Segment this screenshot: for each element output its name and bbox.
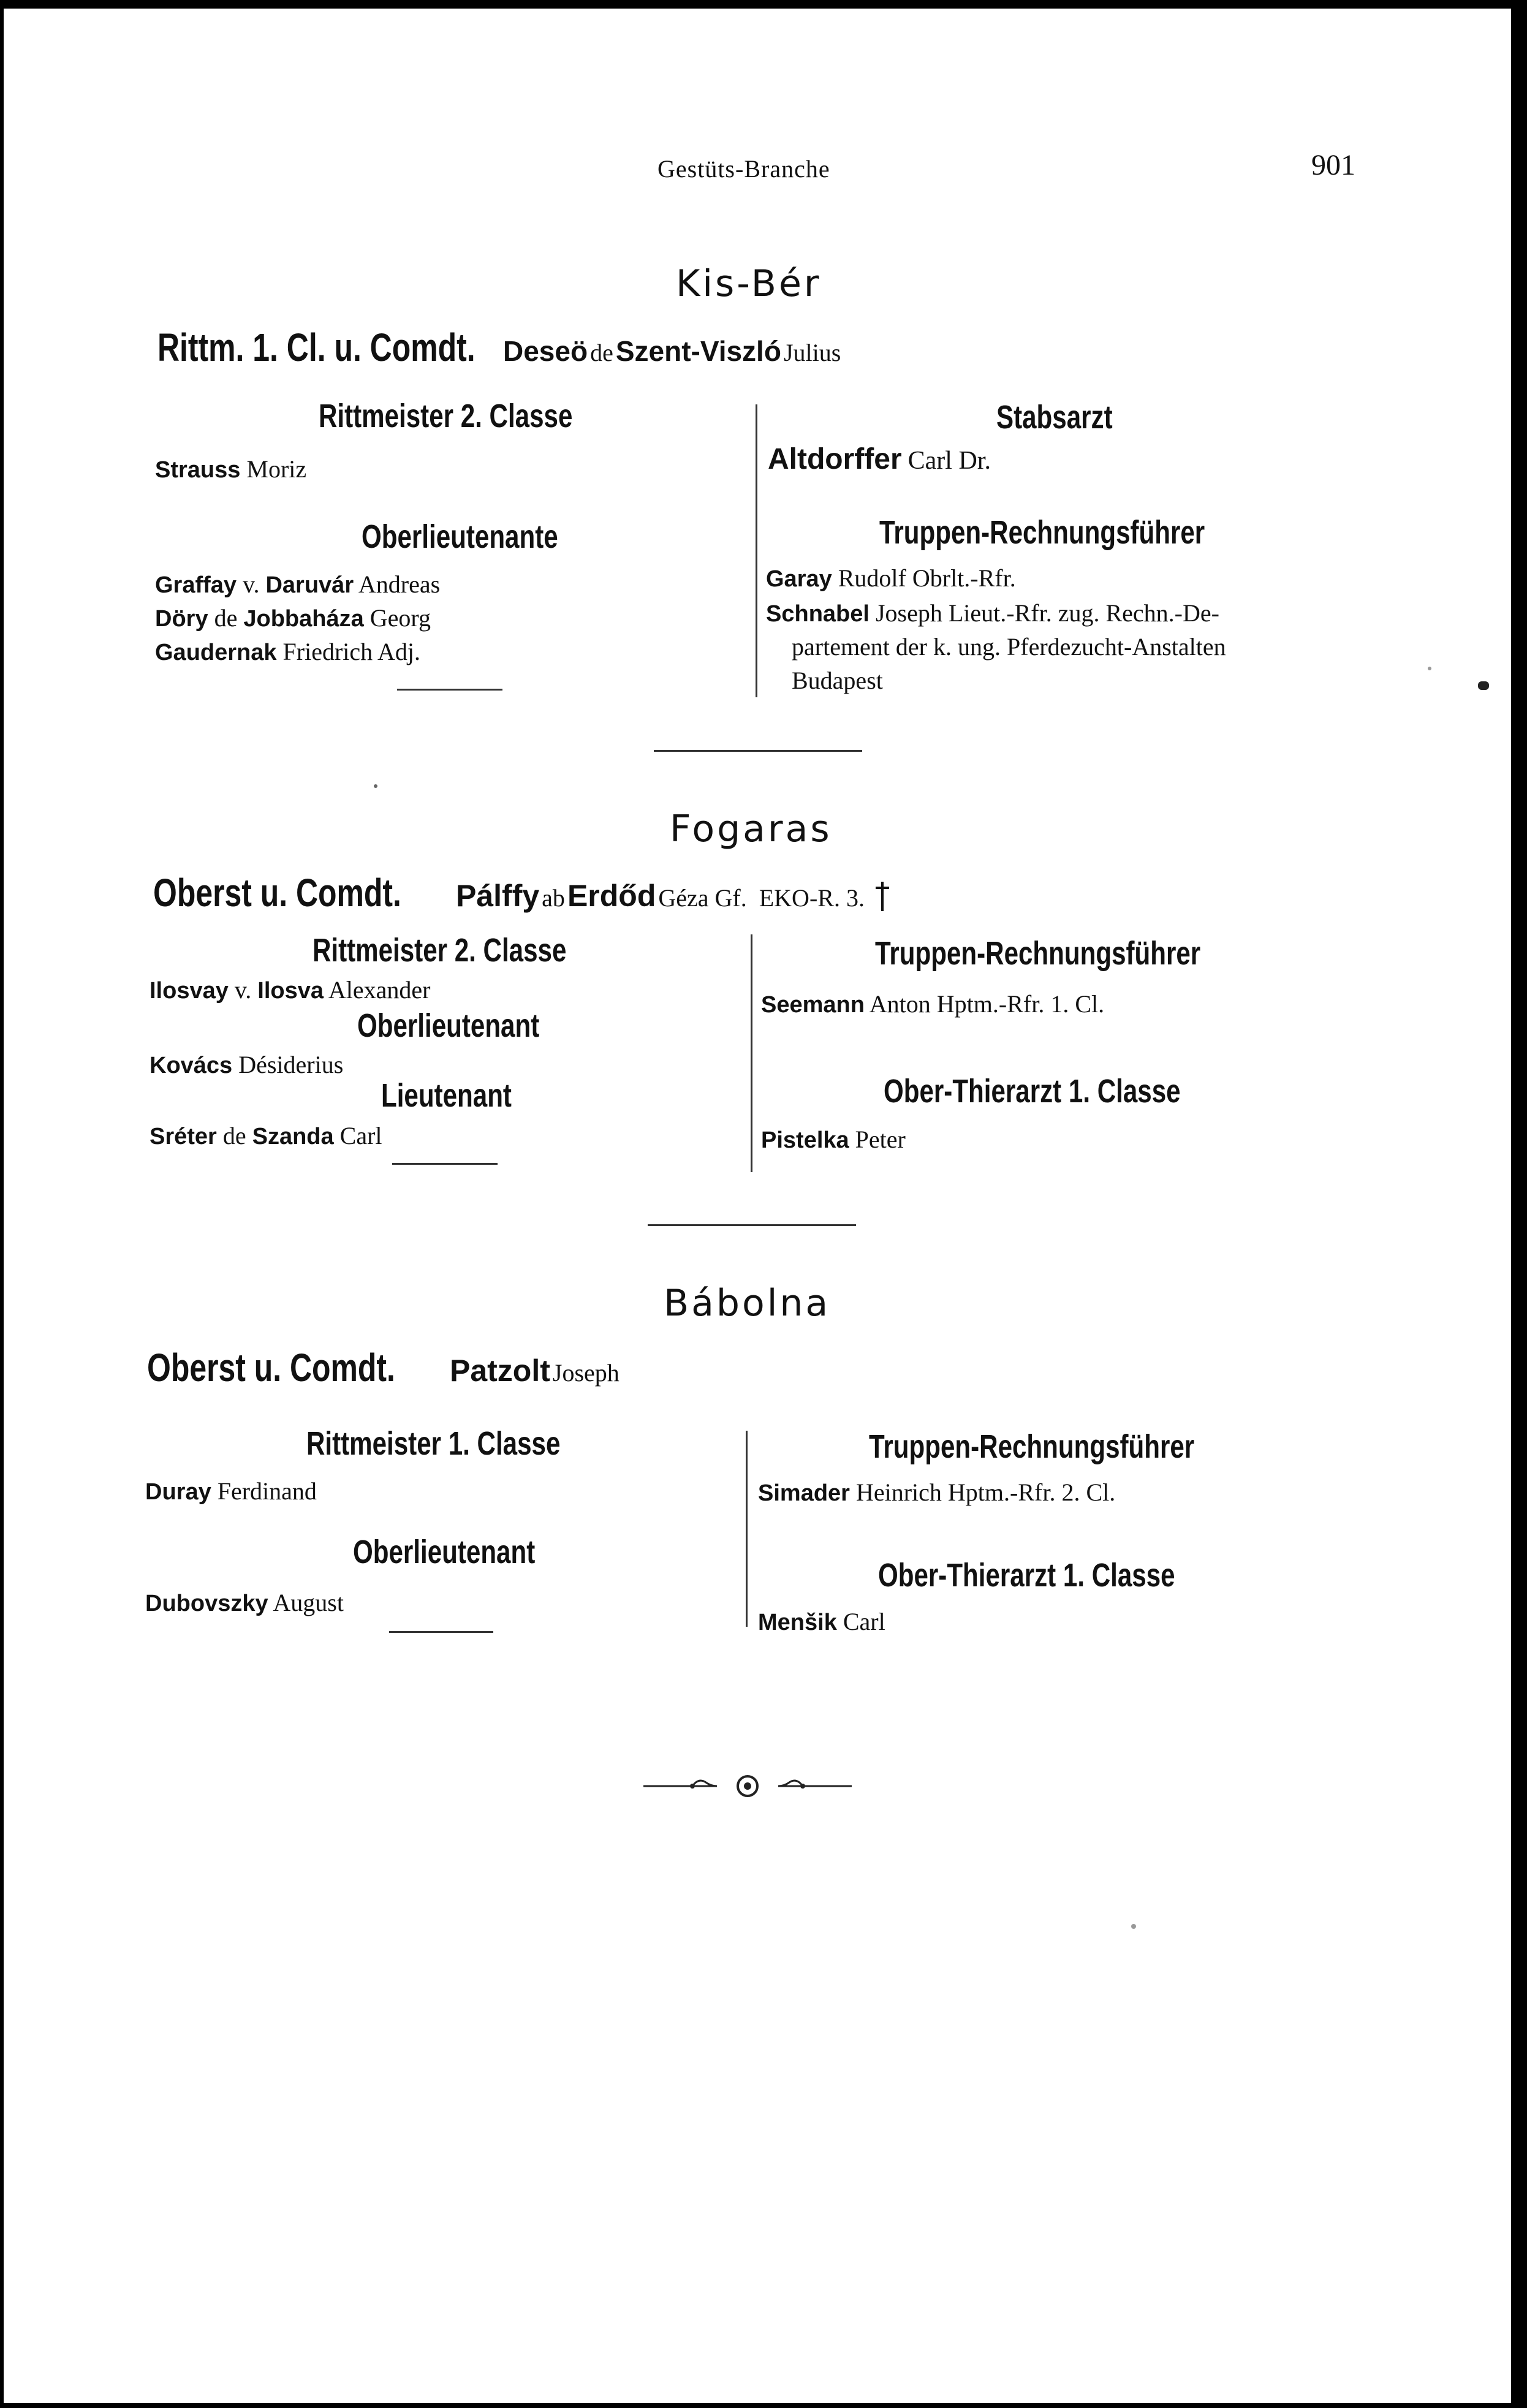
- scan-speck: [1131, 1924, 1136, 1929]
- column-divider: [746, 1431, 748, 1627]
- estate: Ilosva: [257, 978, 324, 1004]
- entry-altdorffer: [768, 442, 991, 476]
- commander-surname: Patzolt: [450, 1354, 550, 1388]
- estate: Daruvár: [265, 572, 354, 598]
- entry-kovacs: [150, 1050, 343, 1079]
- heading-ober-thierarzt: Ober-Thierarzt 1. Classe: [884, 1073, 1181, 1110]
- cross-icon: [872, 878, 893, 915]
- heading-truppen-rechnungsfuehrer: Truppen-Rechnungsführer: [879, 514, 1205, 551]
- given-name: Peter: [855, 1126, 906, 1153]
- heading-oberlieutenante: Oberlieutenante: [362, 518, 558, 555]
- entry-strauss: [155, 455, 306, 483]
- section-title-babolna: Bábolna: [664, 1282, 831, 1325]
- surname: Simader: [758, 1480, 850, 1506]
- section-title-fogaras: Fogaras: [670, 808, 832, 850]
- given-name: Heinrich Hptm.-Rfr. 2. Cl.: [855, 1478, 1116, 1506]
- entry-dubovszky: [145, 1588, 344, 1617]
- given-name: Désiderius: [238, 1051, 344, 1078]
- section-title-kis-ber: Kis-Bér: [676, 262, 822, 305]
- surname: Gaudernak: [155, 640, 277, 665]
- heading-rittmeister-1: Rittmeister 1. Classe: [306, 1425, 561, 1462]
- given-name: Carl: [843, 1608, 885, 1635]
- particle: de: [222, 1122, 246, 1149]
- particle: v.: [243, 570, 260, 598]
- entry-graffay: [155, 570, 440, 599]
- entry-garay: [766, 564, 1016, 593]
- surname: Ilosvay: [150, 978, 229, 1004]
- commander-given: Julius: [783, 339, 841, 366]
- column-end-rule: [397, 689, 502, 691]
- column-divider: [751, 934, 752, 1172]
- surname: Sréter: [150, 1124, 217, 1149]
- scan-speck: [1478, 681, 1489, 690]
- commander-given: Joseph: [552, 1359, 620, 1387]
- heading-truppen-rechnungsfuehrer: Truppen-Rechnungsführer: [875, 935, 1201, 972]
- given-name: Moriz: [246, 455, 307, 483]
- commander-estate: Szent-Viszló: [615, 335, 781, 367]
- scan-border-right: [1511, 0, 1527, 2408]
- heading-lieutenant: Lieutenant: [381, 1077, 512, 1114]
- given-name: August: [273, 1589, 344, 1616]
- entry-duray: [145, 1477, 317, 1505]
- page-number: 901: [1311, 149, 1355, 181]
- given-name: Georg: [369, 604, 431, 632]
- commander-decoration: EKO-R. 3.: [759, 884, 865, 912]
- heading-rittmeister-2: Rittmeister 2. Classe: [313, 932, 567, 969]
- commander-line-fogaras: [153, 870, 893, 915]
- commander-line-babolna: [147, 1345, 620, 1390]
- estate: Szanda: [252, 1124, 334, 1149]
- heading-truppen-rechnungsfuehrer: Truppen-Rechnungsführer: [869, 1428, 1195, 1465]
- section-divider-rule: [648, 1224, 856, 1226]
- given-name: Ferdinand: [217, 1477, 317, 1505]
- surname: Kovács: [150, 1053, 233, 1078]
- given-name: Friedrich Adj.: [282, 638, 420, 665]
- given-name: Carl Dr.: [907, 447, 991, 475]
- particle: v.: [234, 976, 252, 1004]
- entry-schnabel-cont2: Budapest: [792, 667, 883, 694]
- section-divider-rule: [654, 750, 862, 752]
- scan-speck: [1428, 667, 1431, 670]
- heading-oberlieutenant: Oberlieutenant: [357, 1007, 540, 1044]
- surname: Duray: [145, 1479, 211, 1505]
- given-name: Carl: [339, 1122, 382, 1149]
- entry-schnabel: [766, 599, 1219, 627]
- commander-given: Géza Gf.: [658, 884, 747, 912]
- entry-sreter: [150, 1121, 382, 1150]
- entry-mensik: [758, 1607, 885, 1636]
- estate: Jobbaháza: [243, 606, 364, 632]
- particle: de: [214, 604, 238, 632]
- given-name: Rudolf Obrlt.-Rfr.: [838, 564, 1016, 592]
- column-end-rule: [392, 1163, 498, 1165]
- heading-oberlieutenant: Oberlieutenant: [353, 1534, 536, 1570]
- given-name: Joseph Lieut.-Rfr. zug. Rechn.-De-: [875, 599, 1219, 627]
- surname: Pistelka: [761, 1127, 849, 1153]
- commander-line-kis-ber: [157, 325, 841, 370]
- commander-rank: Oberst u. Comdt.: [147, 1346, 395, 1390]
- given-name: Andreas: [358, 570, 441, 598]
- end-ornament: [643, 1771, 852, 1801]
- scan-border-top: [0, 0, 1527, 9]
- given-name: Alexander: [328, 976, 431, 1004]
- entry-simader: [758, 1478, 1115, 1507]
- surname: Schnabel: [766, 601, 870, 627]
- scan-speck: [374, 784, 377, 788]
- entry-gaudernak: [155, 637, 420, 666]
- surname: Altdorffer: [768, 443, 902, 475]
- surname: Graffay: [155, 572, 237, 598]
- commander-particle: de: [590, 339, 613, 366]
- surname: Garay: [766, 566, 832, 592]
- surname: Döry: [155, 606, 208, 632]
- commander-rank: Rittm. 1. Cl. u. Comdt.: [157, 325, 476, 369]
- column-divider: [756, 404, 757, 697]
- surname: Menšik: [758, 1610, 837, 1635]
- heading-rittmeister-2: Rittmeister 2. Classe: [319, 398, 573, 434]
- commander-rank: Oberst u. Comdt.: [153, 871, 401, 915]
- entry-schnabel-cont: partement der k. ung. Pferdezucht-Anstalten: [792, 633, 1226, 661]
- commander-surname: Deseö: [503, 335, 588, 367]
- scan-border-bottom: [0, 2403, 1527, 2408]
- entry-seemann: [761, 990, 1104, 1018]
- commander-particle: ab: [542, 884, 565, 912]
- heading-ober-thierarzt: Ober-Thierarzt 1. Classe: [878, 1557, 1175, 1594]
- heading-stabsarzt: Stabsarzt: [996, 399, 1113, 436]
- running-head: Gestüts-Branche: [657, 155, 830, 183]
- surname: Seemann: [761, 992, 865, 1018]
- entry-pistelka: [761, 1125, 906, 1154]
- given-name: Anton Hptm.-Rfr. 1. Cl.: [869, 990, 1105, 1018]
- commander-surname: Pálffy: [456, 879, 540, 913]
- commander-estate: Erdőd: [567, 879, 656, 913]
- entry-ilosvay: [150, 975, 430, 1004]
- column-end-rule: [389, 1631, 493, 1633]
- surname: Dubovszky: [145, 1591, 268, 1616]
- surname: Strauss: [155, 457, 241, 483]
- scan-border-left: [0, 0, 4, 2408]
- entry-dory: [155, 604, 431, 632]
